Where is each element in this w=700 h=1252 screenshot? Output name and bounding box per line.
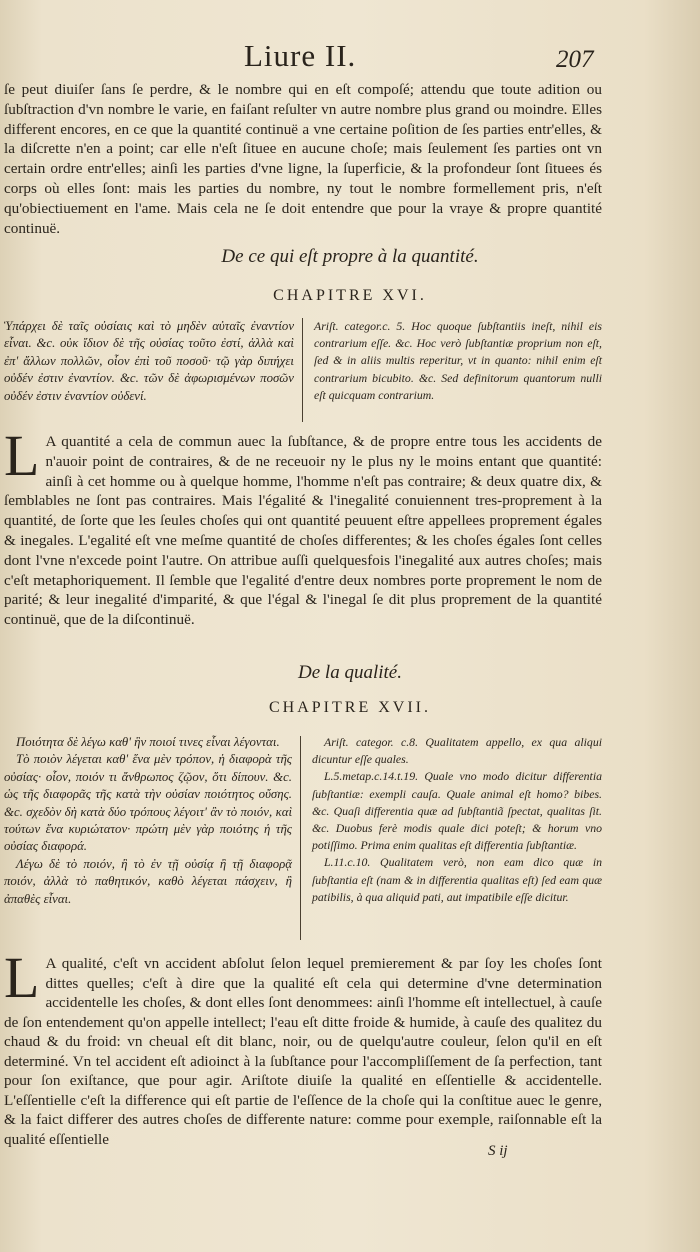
section-title-qualite: De la qualité. — [298, 662, 402, 683]
page-number: 207 — [556, 46, 594, 73]
chapter-heading-16: CHAPITRE XVI. — [273, 287, 427, 304]
column-divider — [300, 736, 301, 940]
latin-citation-16: Ariſt. categor.c. 5. Hoc quoque ſubſtantiis ineſt, nihil eis contrarium eſſe. &c. Hoc verò ſubſtantiæ proprium non eſt, ſed & in aliis multis reperitur, vt in quanto: nihil enim eſt contrarium bicubito. &c. Sed definitorum quantorum nulli eſt quicquam contrarium. — [314, 319, 602, 402]
greek-citation-17-2: Τὸ ποιὸν λέγεται καθ' ἕνα μὲν τρόπον, ἡ διαφορὰ τῆς οὐσίας· οἷον, ποιόν τι ἄνθρωπος ζῷον, ὅτι δίπουν. &c. ὡς τῆς διαφορᾶς τῆς κατὰ τὴν οὐσίαν ποιότητος οὔσης. &c. σχεδὸν δὴ κατὰ δύο τρόπους λέγοιτ' ἂν τὸ ποιόν, καὶ τούτων ἕνα κυριώτατον· πρώτη μὲν γὰρ ποιότης ἡ τῆς οὐσίας διαφορά. — [4, 752, 292, 854]
intro-paragraph: ſe peut diuiſer ſans ſe perdre, & le nombre qui en eſt compoſé; attendu que toute adition ou ſubſtraction d'vn nombre le varie, en faiſant reſulter vn autre nombre plus grand ou moindre. Elles different encores, en ce que la quantité continuë a vne certaine poſition de ſes parties entr'elles, & la diſcrette n'en a point; car elle n'eſt ſituee en aucune choſe; mais ſeulement ſes parties ont vn certain ordre entr'elles; ainſi les parties d'vne ligne, la ſuperficie, & la profondeur ſont ſituees és corps où elles ſont: mais les parties du nombre, ny tout le nombre formellement pris, n'eſt qu'obiectiuement en l'ame. Mais cela ne ſe doit entendre que pour la vraye & propre quantité continuë. — [4, 81, 602, 237]
chapter-17-body — [4, 945, 602, 1149]
drop-cap-letter: L — [4, 423, 40, 488]
latin-citation-17-1: Ariſt. categor. c.8. Qualitatem appello, ex qua aliqui dicuntur eſſe quales. — [312, 735, 602, 767]
greek-citation-17 — [4, 734, 292, 908]
chapter-heading-17: CHAPITRE XVII. — [269, 699, 431, 716]
greek-citation-17-1: Ποιότητα δὲ λέγω καθ' ἣν ποιοί τινες εἶναι λέγονται. — [16, 735, 280, 749]
column-divider — [302, 318, 303, 422]
signature-mark: S ij — [488, 1143, 508, 1159]
chapter-16-text: A quantité a cela de commun auec la ſubſtance, & de propre entre tous les accidents de n'auoir point de contraires, & de ne receuoir ny le plus ny le moins entant que quantité: ainſi à cet homme ou à quelque homme, l'homme n'eſt pas contraire; & deux quatre dix, & ſemblables ne ſont pas contraires. Mais l'égalité & l'inegalité conuiennent tres-proprement à la quantité, de ſorte que les ſeules choſes qui ont quantité peuuent eſtre appellees proprement égales & inegales. L'egalité eſt vne meſme quantité de choſes differentes; & les choſes égales ſont celles dont l'vne n'excede point l'autre. On attribue auſſi quelquesfois l'inegalité aux autres choſes; mais c'eſt metaphoriquement. Il ſemble que l'egalité d'entre deux nombres porte proprement le nom de parité; & leur inegalité d'imparité, & que l'égal & l'inegal ſe dit plus proprement de la quantité continuë, que de la diſcontinuë. — [4, 433, 602, 629]
latin-citation-17 — [312, 734, 602, 906]
latin-citation-17-2: L.5.metap.c.14.t.19. Quale vno modo dicitur differentia ſubſtantiæ: exempli cauſa. Quale animal eſt homo? bibes. &c. Quaſi differentia quæ ad ſubſtantiã ſpectat, qualitas ſit. &c. Duobus ferè modis quale dici poteſt; & horum vno potiſſimo. Prima enim qualitas eſt differentia ſubſtantiæ. — [312, 769, 602, 853]
greek-citation-16: Ὑπάρχει δὲ ταῖς οὐσίαις καὶ τὸ μηδὲν αὐταῖς ἐναντίον εἶναι. &c. οὐκ ἴδιον δὲ τῆς οὐσίας τοῦτο ἐστί, ἀλλὰ καὶ ἐπ' ἄλλων πολλῶν, οἷον ἐπὶ τοῦ ποσοῦ· τῷ γὰρ διπήχει οὐδέν ἐστιν ἐναντίον. &c. τῶν δὲ ἀφωρισμένων ποσῶν οὐδέν ἐστιν ἐναντίον οὐδενί. — [4, 319, 294, 403]
chapter-16-body — [4, 423, 602, 630]
drop-cap-letter: L — [4, 945, 40, 1010]
section-title-quantite: De ce qui eſt propre à la quantité. — [221, 246, 479, 267]
running-title: Liure II. — [244, 38, 357, 73]
latin-citation-17-3: L.11.c.10. Qualitatem verò, non eam dico quæ in ſubſtantia eſt (nam & in differentia qualitas eſt) ſed eam quæ patibilis, à qua aliquid pati, aut impatibile eſſe dicitur. — [312, 855, 602, 904]
chapter-17-text: A qualité, c'eſt vn accident abſolut ſelon lequel premierement & par ſoy les choſes ſont dittes quelles; c'eſt à dire que la qualité eſt cela qui determine d'vne determination accidentelle les choſes, & dont elles ſont denommees: ainſi l'homme eſt intellectuel, à cauſe de ſon entendement qu'on appelle intellect; l'eau eſt ditte froide & humide, à cauſe des qualitez du chaud & du froid: vn cheual eſt dit blanc, noir, ou de quelqu'autre couleur, ſelon qu'il en eſt determiné. Vn tel accident eſt adioinct à la ſubſtance pour l'accompliſſement de ſa perfection, tant pour ſon exiſtance, que pour agir. Ariſtote diuiſe la qualité en eſſentielle & accidentelle. L'eſſentielle c'eſt la difference qui eſt partie de l'eſſence de la choſe qui la conſtitue auec le genre, & la faict differer des autres choſes de differente nature: comme pour exemple, raiſonnable eſt la qualité eſſentielle — [4, 955, 602, 1148]
greek-citation-17-3: Λέγω δὲ τὸ ποιόν, ἢ τὸ ἐν τῇ οὐσίᾳ ἢ τῇ διαφορᾷ ποιόν, ἀλλὰ τὸ παθητικόν, καθὸ λέγεται πάσχειν, ἢ ἀπαθὲς εἶναι. — [4, 856, 292, 906]
